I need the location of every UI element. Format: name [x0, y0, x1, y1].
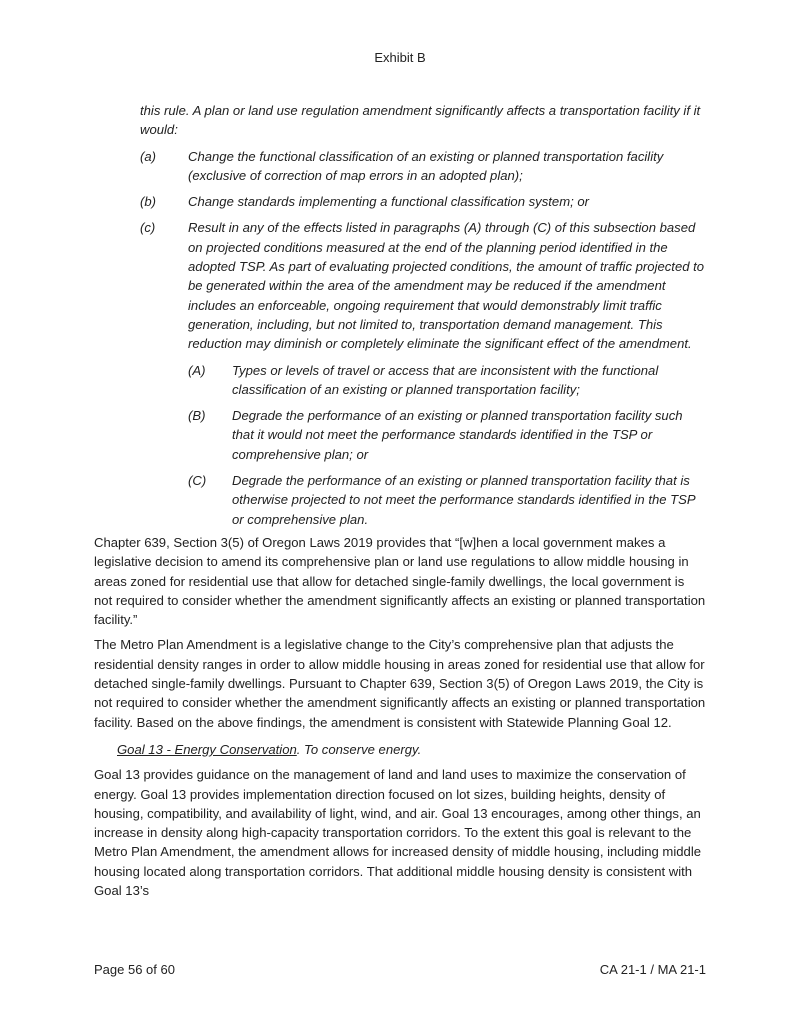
- goal-13-paragraph: Goal 13 provides guidance on the management of land and land uses to maximize the conservation of energy. Goal 13 provides implementation direction focused on lot sizes, building heights, density of housing, compatibility, and availability of light, wind, and air. Goal 13 encourages, among other things, an increase in density along high-capacity transportation corridors. To the extent this goal is relevant to the Metro Plan Amendment, the amendment allows for increased density of middle housing, including middle housing located along transportation corridors. That additional middle housing density is consistent with Goal 13’s: [94, 767, 702, 898]
- page-number: Page 56 of 60: [94, 962, 175, 977]
- list-item-text: Change the functional classification of an existing or planned transportation facility (exclusive of correction of map errors in an adopted plan);: [188, 148, 664, 183]
- goal-13-subtitle: . To conserve energy.: [296, 741, 422, 757]
- sub-item-label: (B): [188, 408, 206, 424]
- list-item-b: [140, 192, 706, 211]
- page-footer: [94, 961, 706, 979]
- list-item-text: Result in any of the effects listed in paragraphs (A) through (C) of this subsection based on projected conditions measured at the end of the planning period identified in the adopted TSP. As part of evaluating projected conditions, the amount of traffic projected to be generated within the area of the amendment may be reduced if the amendment includes an enforceable, ongoing requirement that would demonstrably limit traffic generation, including, but not limited to, transportation demand management. This reduction may diminish or completely eliminate the significant effect of the amendment.: [188, 220, 705, 352]
- sub-item-B: [188, 406, 706, 464]
- list-item-label: (a): [140, 148, 157, 164]
- sub-item-label: (C): [188, 473, 207, 489]
- list-item-c: [140, 218, 706, 353]
- chapter-639-paragraph: Chapter 639, Section 3(5) of Oregon Laws 2019 provides that “[w]hen a local government makes a legislative decision to amend its comprehensive plan or land use regulations to allow middle housing in areas zoned for residential use that allow for detached single-family dwellings, the local government is not required to consider whether the amendment significantly affects an existing or planned transportation facility.”: [94, 534, 706, 628]
- page-header: Exhibit B: [374, 50, 426, 65]
- sub-item-text: Degrade the performance of an existing or planned transportation facility that is otherwise projected to not meet the performance standards identified in the TSP or comprehensive plan.: [232, 473, 696, 527]
- sub-item-text: Degrade the performance of an existing or planned transportation facility such that it would not meet the performance standards identified in the TSP or comprehensive plan; or: [232, 408, 683, 462]
- goal-13-heading: [117, 740, 706, 759]
- page-content: [94, 101, 706, 900]
- list-item-label: (b): [140, 194, 157, 210]
- metro-plan-paragraph: The Metro Plan Amendment is a legislative change to the City’s comprehensive plan that adjusts the residential density ranges in order to allow middle housing in areas zoned for residential use that allow for detached single-family dwellings. Pursuant to Chapter 639, Section 3(5) of Oregon Laws 2019, the City is not required to consider whether the amendment significantly affects an existing or planned transportation facility. Based on the above findings, the amendment is consistent with Statewide Planning Goal 12.: [94, 637, 706, 730]
- case-number: CA 21-1 / MA 21-1: [599, 962, 706, 977]
- sub-item-text: Types or levels of travel or access that are inconsistent with the functional classification of an existing or planned transportation facility;: [232, 362, 659, 397]
- list-item-label: (c): [140, 220, 156, 236]
- sub-item-label: (A): [188, 362, 206, 378]
- list-item-text: Change standards implementing a functional classification system; or: [188, 194, 590, 210]
- rule-intro: this rule. A plan or land use regulation amendment significantly affects a transportation facility if it would:: [140, 103, 701, 138]
- list-item-a: [140, 147, 706, 186]
- goal-13-title: Goal 13 - Energy Conservation: [117, 741, 297, 757]
- sub-item-A: [188, 361, 706, 400]
- sub-item-C: [188, 471, 706, 529]
